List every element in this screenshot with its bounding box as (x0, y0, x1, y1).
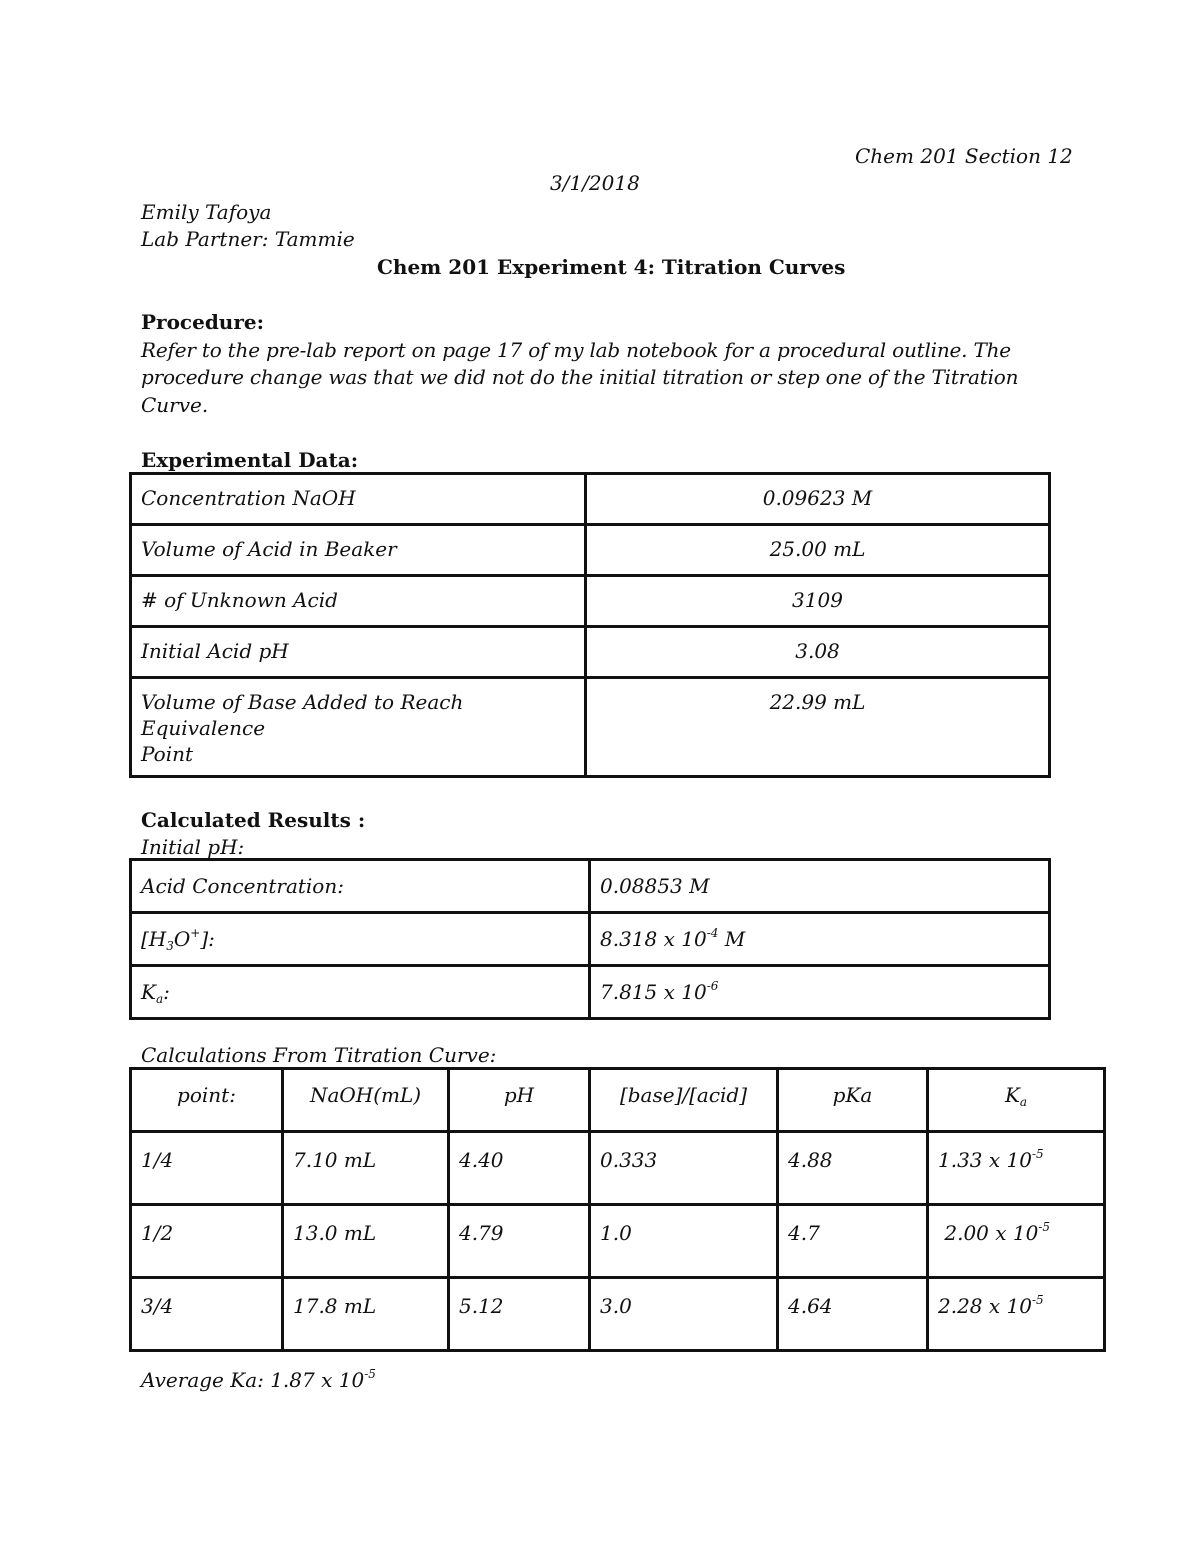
report-date: 3/1/2018 (550, 171, 640, 195)
exp-value-concentration: 0.09623 M (586, 474, 1050, 525)
exp-label-base-volume (131, 678, 586, 777)
cell-ratio: 0.333 (590, 1132, 778, 1205)
table-header-row (131, 1069, 1105, 1132)
cell-pka: 4.88 (778, 1132, 928, 1205)
exp-value-unknown-acid: 3109 (586, 576, 1050, 627)
cell-pka: 4.7 (778, 1205, 928, 1278)
cell-point: 1/4 (131, 1132, 283, 1205)
cell-ka: 2.00 x $10^{-5}$ (928, 1205, 1105, 1278)
cell-naoh: 17.8 mL (283, 1278, 449, 1351)
table-row (131, 1205, 1105, 1278)
calculated-heading: Calculated Results : (141, 808, 366, 832)
exp-label-base-volume-line2: Point (141, 742, 194, 766)
exp-label-acid-volume: Volume of Acid in Beaker (131, 525, 586, 576)
exp-label-initial-ph: Initial Acid pH (131, 627, 586, 678)
acid-concentration-value: 0.08853 M (590, 860, 1050, 913)
cell-ratio: 3.0 (590, 1278, 778, 1351)
acid-concentration-label: Acid Concentration: (131, 860, 590, 913)
cell-point: 3/4 (131, 1278, 283, 1351)
table-row (131, 474, 1050, 525)
table-row (131, 678, 1050, 777)
cell-ph: 4.40 (449, 1132, 590, 1205)
table-row (131, 966, 1050, 1019)
calculated-results-table (129, 858, 1051, 1020)
exp-value-base-volume: 22.99 mL (586, 678, 1050, 777)
titration-curve-table (129, 1067, 1106, 1352)
header-ratio: [base]/[acid] (590, 1069, 778, 1132)
cell-ph: 5.12 (449, 1278, 590, 1351)
lab-partner: Lab Partner: Tammie (141, 227, 355, 251)
cell-naoh: 7.10 mL (283, 1132, 449, 1205)
hydronium-value: 8.318 x $10^{-4}$ M (590, 913, 1050, 966)
exp-label-unknown-acid: # of Unknown Acid (131, 576, 586, 627)
exp-value-acid-volume: 25.00 mL (586, 525, 1050, 576)
author-name: Emily Tafoya (141, 200, 272, 224)
exp-label-concentration: Concentration NaOH (131, 474, 586, 525)
initial-ph-subheading: Initial pH: (141, 835, 245, 859)
report-title: Chem 201 Experiment 4: Titration Curves (377, 255, 846, 279)
cell-ka: 1.33 x $10^{-5}$ (928, 1132, 1105, 1205)
experimental-heading: Experimental Data: (141, 448, 359, 472)
exp-value-initial-ph: 3.08 (586, 627, 1050, 678)
table-row (131, 1278, 1105, 1351)
procedure-heading: Procedure: (141, 310, 264, 334)
header-ka: $K_a$ (928, 1069, 1105, 1132)
cell-pka: 4.64 (778, 1278, 928, 1351)
cell-ratio: 1.0 (590, 1205, 778, 1278)
table-row (131, 525, 1050, 576)
table-row (131, 1132, 1105, 1205)
experimental-data-table (129, 472, 1051, 778)
table-row (131, 913, 1050, 966)
header-ph: pH (449, 1069, 590, 1132)
exp-label-base-volume-line1: Volume of Base Added to Reach Equivalence (141, 690, 464, 740)
hydronium-label: $[H_3O^+]$: (131, 913, 590, 966)
procedure-line-2: procedure change was that we did not do the initial titration or step one of the Titration (141, 365, 1019, 389)
table-row (131, 627, 1050, 678)
header-naoh: NaOH(mL) (283, 1069, 449, 1132)
header-point: point: (131, 1069, 283, 1132)
titration-curve-heading: Calculations From Titration Curve: (141, 1043, 497, 1067)
header-pka: pKa (778, 1069, 928, 1132)
ka-label: $K_a$: (131, 966, 590, 1019)
course-section: Chem 201 Section 12 (855, 144, 1073, 168)
cell-ph: 4.79 (449, 1205, 590, 1278)
average-ka: Average Ka: 1.87 x $10^{-5}$ (141, 1367, 376, 1392)
cell-ka: 2.28 x $10^{-5}$ (928, 1278, 1105, 1351)
cell-point: 1/2 (131, 1205, 283, 1278)
table-row (131, 860, 1050, 913)
ka-value: 7.815 x $10^{-6}$ (590, 966, 1050, 1019)
procedure-line-3: Curve. (141, 393, 209, 417)
cell-naoh: 13.0 mL (283, 1205, 449, 1278)
procedure-line-1: Refer to the pre-lab report on page 17 of my lab notebook for a procedural outline. The (141, 338, 1011, 362)
table-row (131, 576, 1050, 627)
